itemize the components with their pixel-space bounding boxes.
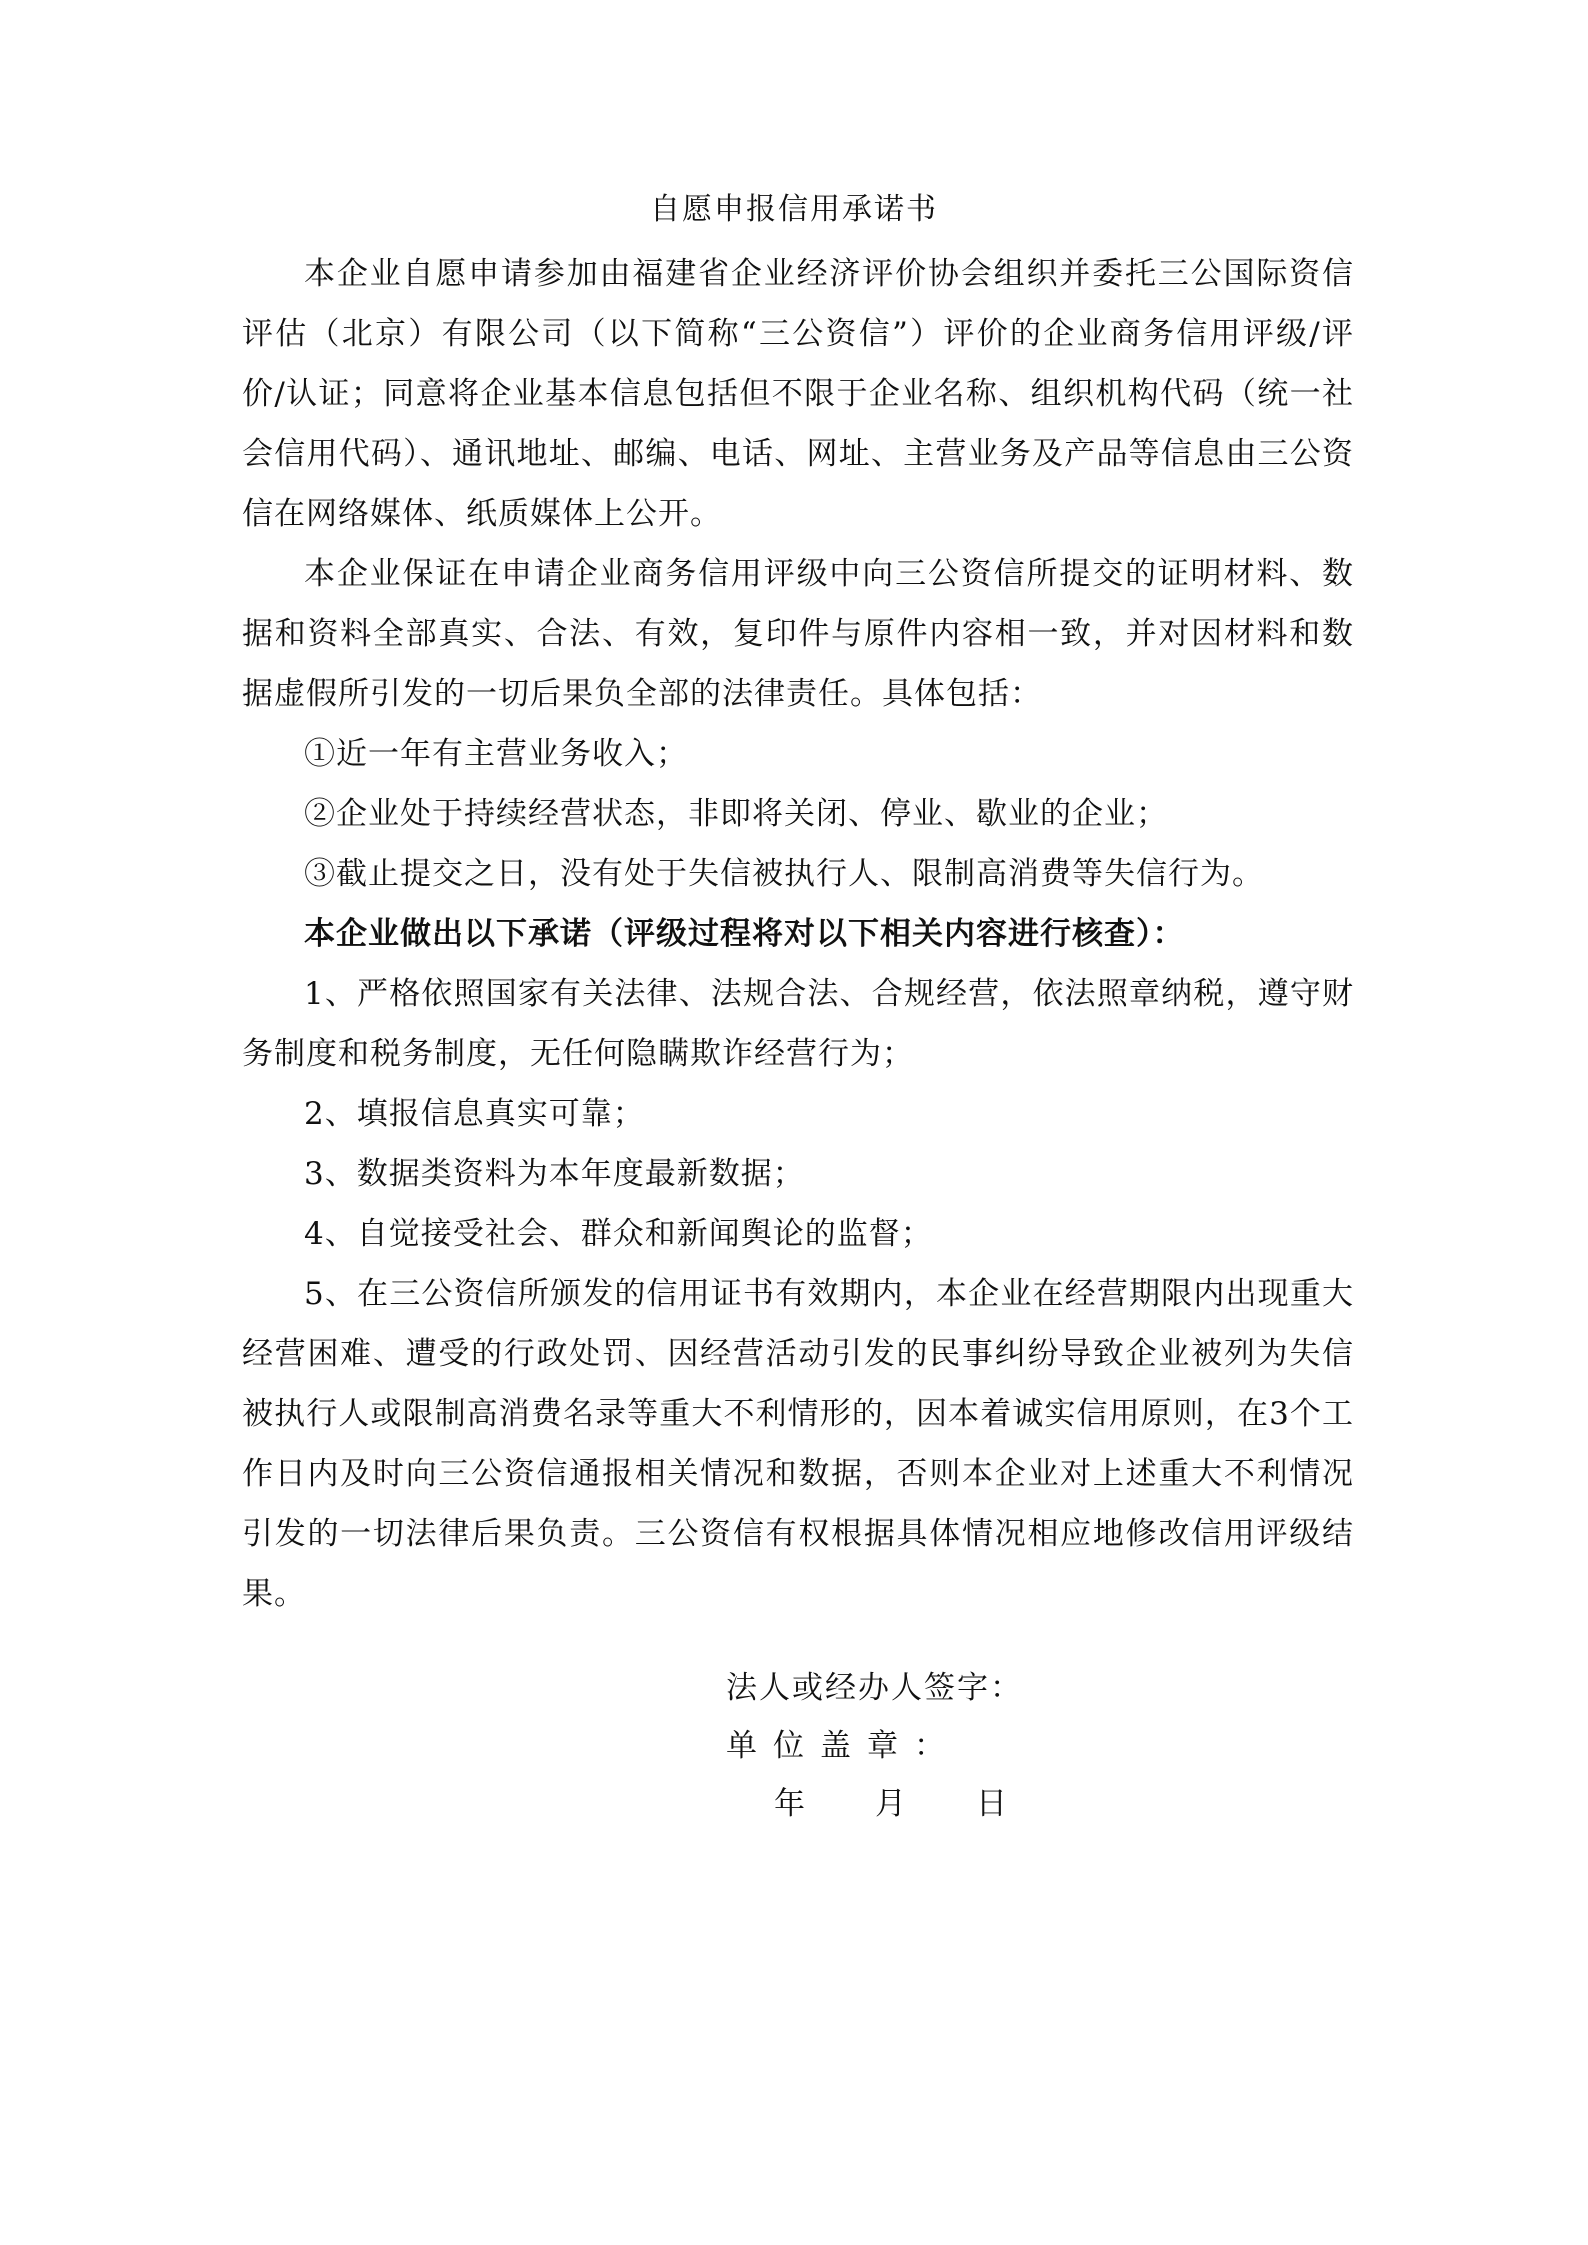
day-label: 日 [976,1786,1009,1822]
commitment-item-4: 4、自觉接受社会、群众和新闻舆论的监督； [304,1216,933,1252]
date-line [774,1784,1009,1824]
signer-label: 法人或经办人签字： [726,1670,1023,1706]
document-title: 自愿申报信用承诺书 [650,192,938,227]
list-item-condition-3: ③截止提交之日，没有处于失信被执行人、限制高消费等失信行为。 [304,856,1264,892]
commitment-item-5: 5、在三公资信所颁发的信用证书有效期内，本企业在经营期限内出现重大经营困难、遭受的行政处罚、因经营活动引发的民事纠纷导致企业被列为失信被执行人或限制高消费名录等重大不利情形的，因本着诚实信用原则，在3个工作日内及时向三公资信通报相关情况和数据，否则本企业对上述重大不利情况引发的一切法律后果负责。三公资信有权根据具体情况相应地修改信用评级结果。 [242,1276,1354,1612]
list-item-condition-1: ①近一年有主营业务收入； [304,736,688,772]
month-label: 月 [875,1786,908,1822]
document-body [242,244,1354,1624]
list-item-condition-2: ②企业处于持续经营状态，非即将关闭、停业、歇业的企业； [304,796,1168,832]
commitment-item-3: 3、数据类资料为本年度最新数据； [304,1156,805,1192]
seal-label: 单位盖章： [726,1728,961,1764]
commitment-item-1: 1、严格依照国家有关法律、法规合法、合规经营，依法照章纳税，遵守财务制度和税务制度，无任何隐瞒欺诈经营行为； [242,976,1354,1072]
paragraph-guarantee: 本企业保证在申请企业商务信用评级中向三公资信所提交的证明材料、数据和资料全部真实、合法、有效，复印件与原件内容相一致，并对因材料和数据虚假所引发的一切后果负全部的法律责任。具体包括： [242,556,1354,712]
year-label: 年 [774,1786,807,1822]
paragraph-application: 本企业自愿申请参加由福建省企业经济评价协会组织并委托三公国际资信评估（北京）有限公司（以下简称“三公资信”）评价的企业商务信用评级/评价/认证；同意将企业基本信息包括但不限于企业名称、组织机构代码（统一社会信用代码）、通讯地址、邮编、电话、网址、主营业务及产品等信息由三公资信在网络媒体、纸质媒体上公开。 [242,256,1354,532]
commitment-item-2: 2、填报信息真实可靠； [304,1096,645,1132]
commitment-heading: 本企业做出以下承诺（评级过程将对以下相关内容进行核查）： [304,916,1185,952]
